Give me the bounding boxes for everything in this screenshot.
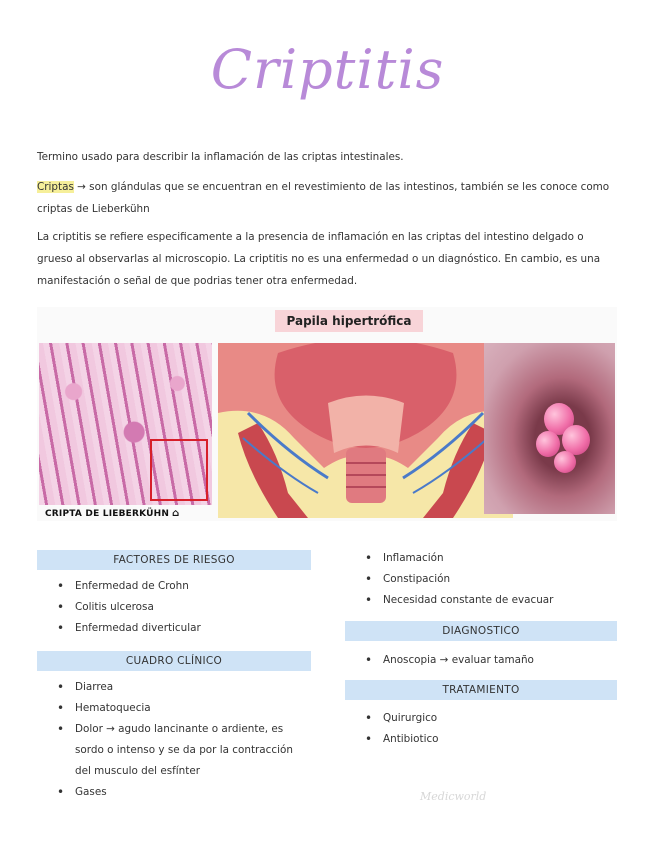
- list-item: • Constipación: [345, 569, 617, 590]
- list-item: • Quirurgico: [345, 708, 617, 729]
- list-item: • Antibiotico: [345, 729, 617, 750]
- anatomy-illustration: [218, 343, 513, 518]
- description-text: La criptitis se refiere especificamente a la presencia de inflamación en las criptas del intestino delgado o grueso al observarlas al microscopio. La criptitis no es una enfermedad o un diagnóstico. En cambio, es una manifestación o señal de que podrias tener otra enfermedad.: [37, 231, 601, 287]
- crypt-label: [45, 508, 180, 519]
- list-item: • Inflamación: [345, 548, 617, 569]
- list-item: • Anoscopia → evaluar tamaño: [345, 650, 617, 671]
- papilla-shape: [554, 451, 576, 473]
- watermark: Medicworld: [420, 790, 487, 803]
- page-title: Criptitis: [210, 38, 445, 101]
- figure: [37, 307, 617, 521]
- crypt-label-text: CRIPTA DE LIEBERKÜHN: [45, 509, 170, 519]
- clinical-photo: [484, 343, 615, 514]
- list-item: • Dolor → agudo lancinante o ardiente, es sordo o intenso y se da por la contracción del musculo del esfínter: [37, 719, 312, 782]
- crypt-highlight-box: [150, 439, 208, 501]
- list-item: • Necesidad constante de evacuar: [345, 590, 617, 611]
- cuadro-cont-list: [345, 548, 617, 611]
- list-item: • Colitis ulcerosa: [37, 597, 317, 618]
- cuadro-list: [37, 677, 312, 803]
- histology-image: [39, 343, 212, 505]
- house-arrow-icon: ⌂: [172, 508, 180, 519]
- list-item: • Gases: [37, 782, 312, 803]
- diagnostico-list: [345, 650, 617, 671]
- factores-list: [37, 576, 317, 639]
- criptas-definition-text: → son glándulas que se encuentran en el revestimiento de las intestinos, también se les conoce como criptas de Lieberkühn: [37, 181, 610, 215]
- cuadro-header: CUADRO CLÍNICO: [37, 651, 311, 671]
- intro-text: Termino usado para describir la inflamación de las criptas intestinales.: [37, 151, 404, 163]
- list-item: • Hematoquecia: [37, 698, 312, 719]
- tratamiento-header: TRATAMIENTO: [345, 680, 617, 700]
- list-item: • Enfermedad de Crohn: [37, 576, 317, 597]
- diagnostico-header: DIAGNOSTICO: [345, 621, 617, 641]
- list-item: • Diarrea: [37, 677, 312, 698]
- list-item: • Enfermedad diverticular: [37, 618, 317, 639]
- criptas-definition: [37, 176, 617, 220]
- factores-header: FACTORES DE RIESGO: [37, 550, 311, 570]
- criptas-term: Criptas: [37, 181, 74, 193]
- figure-title: Papila hipertrófica: [275, 310, 423, 332]
- tratamiento-list: [345, 708, 617, 750]
